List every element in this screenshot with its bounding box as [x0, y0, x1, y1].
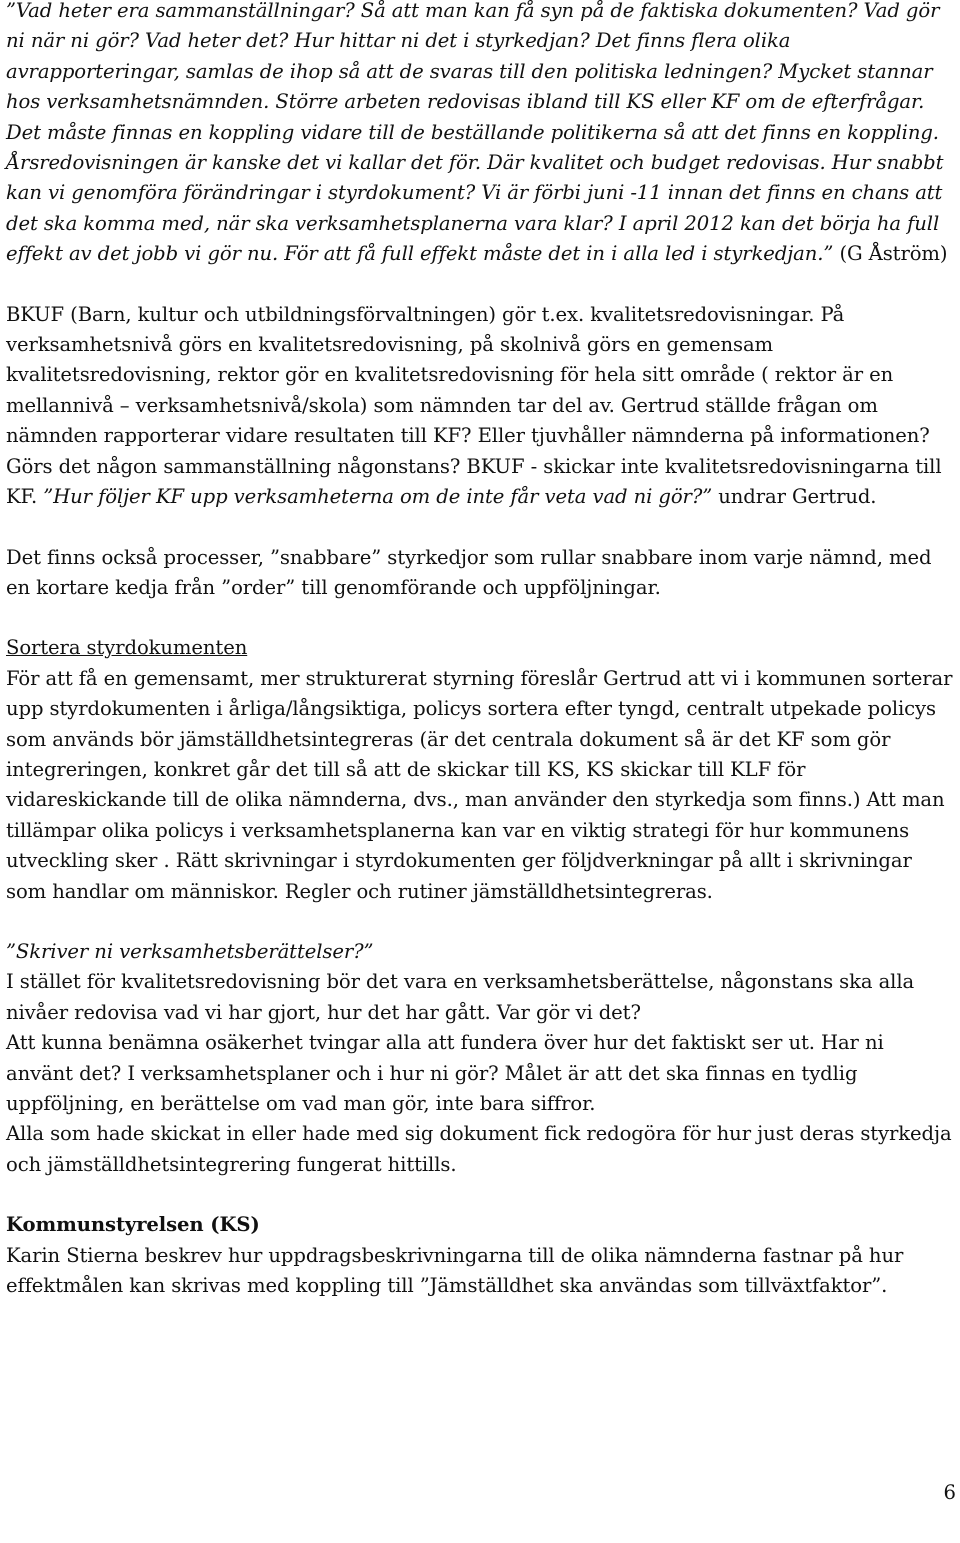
sort-heading: Sortera styrdokumenten [6, 636, 248, 660]
spacer [6, 907, 954, 937]
spacer [6, 270, 954, 300]
report-paragraph-3: Alla som hade skickat in eller hade med sig dokument fick redogöra för hur just deras styrkedja och jämställdhetsintegrering fungerat hittills. [6, 1122, 952, 1176]
ks-text: Karin Stierna beskrev hur uppdragsbeskrivningarna till de olika nämnderna fastnar på hur effektmålen kan skrivas med koppling till ”Jämställdhet ska användas som tillväxtfaktor”. [6, 1243, 904, 1298]
bkuf-paragraph [6, 300, 954, 513]
ks-section [6, 1210, 954, 1301]
spacer [6, 603, 954, 633]
spacer [6, 1180, 954, 1210]
document-page [6, 0, 954, 1301]
sort-section [6, 633, 954, 907]
intro-quote-paragraph [6, 0, 954, 270]
page-number: 6 [943, 1481, 956, 1504]
bkuf-tail: undrar Gertrud. [712, 485, 877, 509]
bkuf-question: ”Hur följer KF upp verksamheterna om de inte får veta vad ni gör?” [43, 485, 713, 509]
report-question: ”Skriver ni verksamhetsberättelser?” [6, 939, 374, 963]
report-paragraph-1: I stället för kvalitetsredovisning bör det vara en verksamhetsberättelse, någonstans ska alla nivåer redovisa vad vi har gjort, hur det har gått. Var gör vi det? [6, 970, 915, 1024]
sort-text: För att få en gemensamt, mer strukturerat styrning föreslår Gertrud att vi i kommunen sorterar upp styrdokumenten i årliga/långsiktiga, policys sortera efter tyngd, centralt utpekade policys som används bör jämställdhetsintegreras (är det centrala dokument så är det KF som gör integreringen, konkret går det till så att de skickar till KS, KS skickar till KLF för vidareskickande till de olika nämnderna, dvs., man använder den styrkedja som finns.) Att man tillämpar olika policys i verksamhetsplanerna kan var en viktig strategi för hur kommunens utveckling sker . Rätt skrivningar i styrdokumenten ger följdverkningar på allt i skrivningar som handlar om människor. Regler och rutiner jämställdhetsintegreras. [6, 666, 953, 903]
spacer [6, 513, 954, 543]
bkuf-text: BKUF (Barn, kultur och utbildningsförvaltningen) gör t.ex. kvalitetsredovisningar. På verksamhetsnivå görs en kvalitetsredovisning, på skolnivå görs en gemensam kvalitetsredovisning, rektor gör en kvalitetsredovisning för hela sitt område ( rektor är en mellannivå – verksamhetsnivå/skola) som nämnden tar del av. Gertrud ställde frågan om nämnden rapporterar vidare resultaten till KF? Eller tjuvhåller nämnderna på informationen? Görs det någon sammanställning någonstans? BKUF - skickar inte kvalitetsredovisningarna till KF. [6, 302, 942, 509]
processes-paragraph: Det finns också processer, ”snabbare” styrkedjor som rullar snabbare inom varje nämnd, med en kortare kedja från ”order” till genomförande och uppföljningar. [6, 545, 932, 599]
report-paragraph-2: Att kunna benämna osäkerhet tvingar alla att fundera över hur det faktiskt ser ut. Har ni använt det? I verksamhetsplaner och i hur ni gör? Målet är att det ska finnas en tydlig uppföljning, en berättelse om vad man gör, inte bara siffror. [6, 1031, 884, 1115]
intro-attribution: (G Åström) [833, 242, 948, 266]
intro-quote: ”Vad heter era sammanställningar? Så att man kan få syn på de faktiska dokumenten? Vad gör ni när ni gör? Vad heter det? Hur hittar ni det i styrkedjan? Det finns flera olika avrapporteringar, samlas de ihop så att de svaras till den politiska ledningen? Mycket stannar hos verksamhetsnämnden. Större arbeten redovisas ibland till KS eller KF om de efterfrågar. Det måste finnas en koppling vidare till de beställande politikerna så att det finns en koppling. Årsredovisningen är kanske det vi kallar det för. Där kvalitet och budget redovisas. Hur snabbt kan vi genomföra förändringar i styrdokument? Vi är förbi juni -11 innan det finns en chans att det ska komma med, när ska verksamhetsplanerna vara klar? I april 2012 kan det börja ha full effekt av det jobb vi gör nu. För att få full effekt måste det in i alla led i styrkedjan.” [6, 0, 944, 266]
ks-heading: Kommunstyrelsen (KS) [6, 1213, 260, 1237]
